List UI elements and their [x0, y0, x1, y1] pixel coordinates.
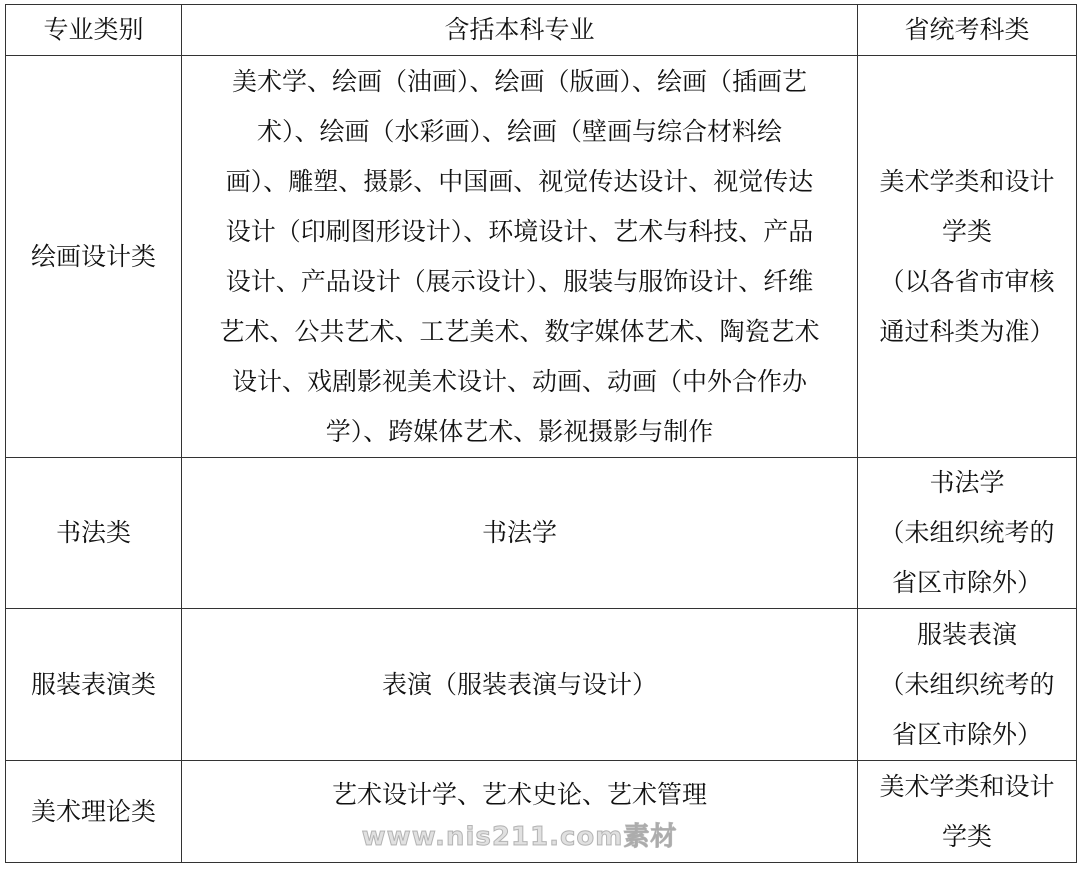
exam-cell	[858, 609, 1077, 761]
watermark: www.nis211.com素材	[361, 821, 678, 852]
majors-cell	[182, 761, 858, 863]
category-cell: 书法类	[6, 458, 182, 609]
majors-line: 艺术、公共艺术、工艺美术、数字媒体艺术、陶瓷艺术	[219, 316, 820, 346]
exam-line: 服装表演	[916, 619, 1017, 649]
majors-line: 美术学、绘画（油画）、绘画（版画）、绘画（插画艺	[231, 66, 807, 96]
exam-line: （未组织统考的	[879, 518, 1055, 547]
exam-line: 美术学类和设计	[879, 166, 1055, 196]
category-cell: 服装表演类	[6, 609, 182, 761]
exam-line: （未组织统考的	[879, 669, 1055, 699]
major-category-table	[5, 4, 1077, 863]
majors-line: 设计、产品设计（展示设计）、服装与服饰设计、纤维	[225, 266, 814, 296]
exam-cell	[858, 458, 1077, 609]
category-cell: 绘画设计类	[6, 56, 182, 458]
header-majors: 含括本科专业	[182, 5, 858, 56]
majors-line: 表演（服装表演与设计）	[381, 669, 657, 699]
table-header-row	[6, 5, 1077, 56]
exam-line: 省区市除外）	[891, 568, 1042, 597]
header-exam: 省统考科类	[858, 5, 1077, 56]
header-category: 专业类别	[6, 5, 182, 56]
majors-line: 艺术设计学、艺术史论、艺术管理	[331, 779, 707, 809]
exam-line: 学类	[941, 216, 992, 246]
exam-line: 美术学类和设计	[879, 771, 1055, 801]
table-row	[6, 761, 1077, 863]
exam-line: 省区市除外）	[891, 719, 1042, 749]
table-row	[6, 56, 1077, 458]
exam-line: 书法学	[929, 468, 1005, 497]
majors-line: 画）、雕塑、摄影、中国画、视觉传达设计、视觉传达	[225, 166, 814, 196]
majors-line: 术）、绘画（水彩画）、绘画（壁画与综合材料绘	[256, 116, 782, 146]
category-cell: 美术理论类	[6, 761, 182, 863]
majors-line: 设计（印刷图形设计）、环境设计、艺术与科技、产品	[225, 216, 814, 246]
majors-cell	[182, 56, 858, 458]
majors-line: 设计、戏剧影视美术设计、动画、动画（中外合作办	[231, 366, 807, 396]
exam-line: （以各省市审核	[879, 266, 1055, 296]
majors-cell	[182, 458, 858, 609]
exam-line: 学类	[941, 821, 992, 851]
exam-cell	[858, 56, 1077, 458]
table-row	[6, 458, 1077, 609]
table-row	[6, 609, 1077, 761]
exam-cell	[858, 761, 1077, 863]
majors-line: 书法学	[481, 518, 557, 547]
majors-line: 学）、跨媒体艺术、影视摄影与制作	[325, 416, 714, 446]
majors-cell	[182, 609, 858, 761]
exam-line: 通过科类为准）	[879, 316, 1055, 346]
